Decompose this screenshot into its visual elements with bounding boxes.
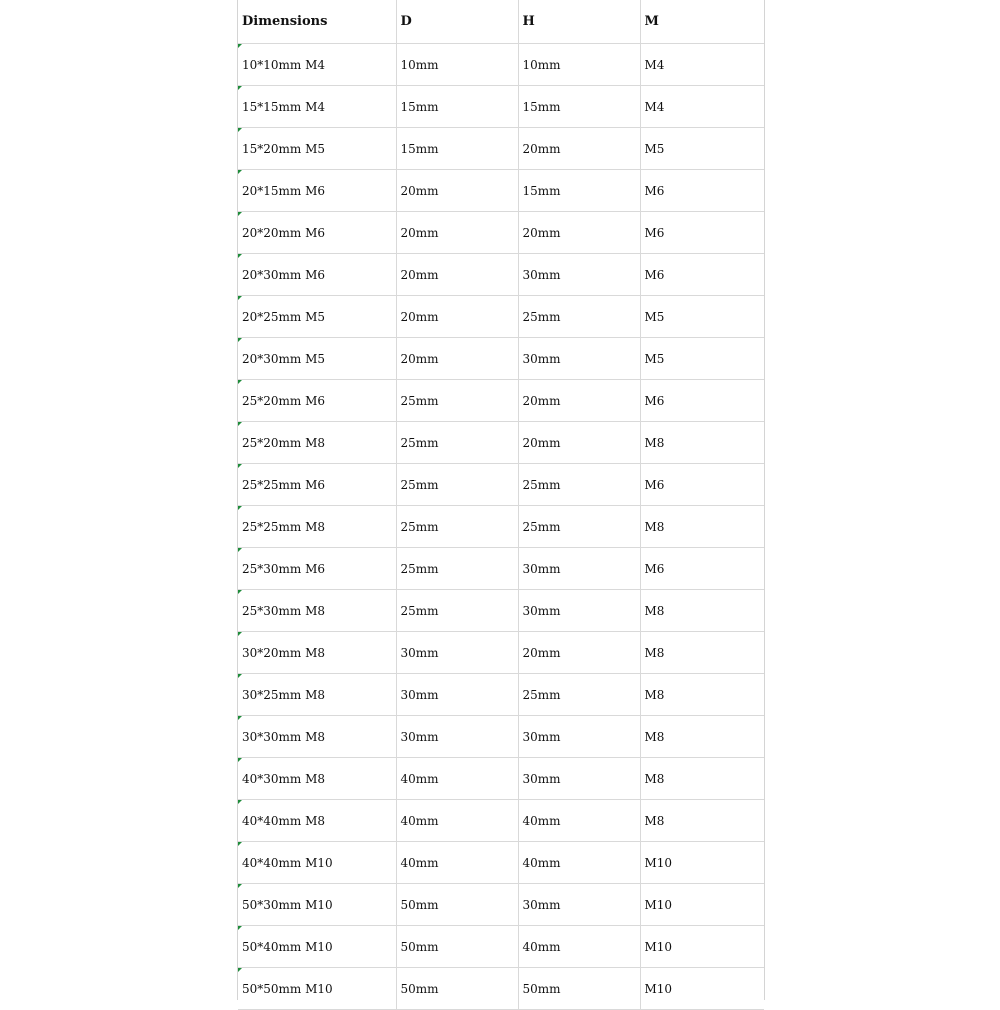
- cell-dimensions[interactable]: 15*20mm M5: [238, 128, 396, 170]
- cell-m[interactable]: M8: [640, 800, 764, 842]
- table-body: [238, 44, 764, 1010]
- cell-d[interactable]: 20mm: [396, 338, 518, 380]
- cell-h[interactable]: 30mm: [518, 884, 640, 926]
- cell-dimensions[interactable]: 20*30mm M6: [238, 254, 396, 296]
- cell-dimensions[interactable]: 40*40mm M8: [238, 800, 396, 842]
- cell-d[interactable]: 20mm: [396, 296, 518, 338]
- cell-h[interactable]: 15mm: [518, 86, 640, 128]
- cell-m[interactable]: M8: [640, 716, 764, 758]
- cell-dimensions[interactable]: 50*30mm M10: [238, 884, 396, 926]
- cell-dimensions[interactable]: 30*25mm M8: [238, 674, 396, 716]
- cell-d[interactable]: 25mm: [396, 506, 518, 548]
- cell-h[interactable]: 30mm: [518, 338, 640, 380]
- table-row: [238, 296, 764, 338]
- cell-d[interactable]: 10mm: [396, 44, 518, 86]
- table-row: [238, 44, 764, 86]
- cell-m[interactable]: M6: [640, 254, 764, 296]
- cell-m[interactable]: M4: [640, 86, 764, 128]
- table-row: [238, 338, 764, 380]
- cell-h[interactable]: 30mm: [518, 590, 640, 632]
- table-row: [238, 926, 764, 968]
- cell-d[interactable]: 15mm: [396, 86, 518, 128]
- cell-h[interactable]: 30mm: [518, 716, 640, 758]
- table-row: [238, 128, 764, 170]
- cell-m[interactable]: M8: [640, 758, 764, 800]
- cell-d[interactable]: 25mm: [396, 548, 518, 590]
- header-h[interactable]: H: [518, 0, 640, 44]
- cell-m[interactable]: M10: [640, 968, 764, 1010]
- cell-dimensions[interactable]: 15*15mm M4: [238, 86, 396, 128]
- cell-d[interactable]: 30mm: [396, 674, 518, 716]
- cell-dimensions[interactable]: 25*30mm M8: [238, 590, 396, 632]
- cell-dimensions[interactable]: 20*20mm M6: [238, 212, 396, 254]
- cell-dimensions[interactable]: 40*40mm M10: [238, 842, 396, 884]
- cell-d[interactable]: 40mm: [396, 800, 518, 842]
- table-row: [238, 884, 764, 926]
- spreadsheet-sheet: [237, 0, 765, 1000]
- cell-m[interactable]: M10: [640, 842, 764, 884]
- table-row: [238, 800, 764, 842]
- header-row: [238, 0, 764, 44]
- table-row: [238, 968, 764, 1010]
- table-row: [238, 632, 764, 674]
- cell-d[interactable]: 30mm: [396, 632, 518, 674]
- cell-m[interactable]: M5: [640, 338, 764, 380]
- table-row: [238, 86, 764, 128]
- cell-h[interactable]: 15mm: [518, 170, 640, 212]
- cell-h[interactable]: 20mm: [518, 422, 640, 464]
- cell-m[interactable]: M8: [640, 506, 764, 548]
- cell-d[interactable]: 20mm: [396, 254, 518, 296]
- cell-m[interactable]: M8: [640, 674, 764, 716]
- cell-d[interactable]: 25mm: [396, 464, 518, 506]
- cell-m[interactable]: M8: [640, 590, 764, 632]
- header-m[interactable]: M: [640, 0, 764, 44]
- cell-m[interactable]: M6: [640, 464, 764, 506]
- table-row: [238, 842, 764, 884]
- cell-m[interactable]: M5: [640, 296, 764, 338]
- cell-h[interactable]: 30mm: [518, 548, 640, 590]
- cell-dimensions[interactable]: 25*20mm M8: [238, 422, 396, 464]
- cell-m[interactable]: M6: [640, 548, 764, 590]
- cell-dimensions[interactable]: 30*20mm M8: [238, 632, 396, 674]
- cell-d[interactable]: 20mm: [396, 212, 518, 254]
- cell-dimensions[interactable]: 25*30mm M6: [238, 548, 396, 590]
- header-d[interactable]: D: [396, 0, 518, 44]
- cell-m[interactable]: M6: [640, 170, 764, 212]
- cell-d[interactable]: 25mm: [396, 380, 518, 422]
- cell-d[interactable]: 40mm: [396, 842, 518, 884]
- cell-dimensions[interactable]: 25*20mm M6: [238, 380, 396, 422]
- table-header: [238, 0, 764, 44]
- cell-d[interactable]: 50mm: [396, 968, 518, 1010]
- cell-h[interactable]: 20mm: [518, 632, 640, 674]
- table-row: [238, 590, 764, 632]
- cell-h[interactable]: 25mm: [518, 674, 640, 716]
- cell-dimensions[interactable]: 25*25mm M8: [238, 506, 396, 548]
- table-row: [238, 212, 764, 254]
- cell-h[interactable]: 50mm: [518, 968, 640, 1010]
- cell-h[interactable]: 25mm: [518, 464, 640, 506]
- cell-d[interactable]: 50mm: [396, 926, 518, 968]
- cell-dimensions[interactable]: 40*30mm M8: [238, 758, 396, 800]
- cell-h[interactable]: 40mm: [518, 926, 640, 968]
- cell-d[interactable]: 30mm: [396, 716, 518, 758]
- table-row: [238, 716, 764, 758]
- cell-m[interactable]: M5: [640, 128, 764, 170]
- table-row: [238, 758, 764, 800]
- cell-m[interactable]: M10: [640, 884, 764, 926]
- cell-d[interactable]: 25mm: [396, 590, 518, 632]
- cell-m[interactable]: M8: [640, 632, 764, 674]
- cell-m[interactable]: M10: [640, 926, 764, 968]
- cell-m[interactable]: M8: [640, 422, 764, 464]
- header-dimensions[interactable]: Dimensions: [238, 0, 396, 44]
- table-row: [238, 254, 764, 296]
- cell-d[interactable]: 25mm: [396, 422, 518, 464]
- cell-d[interactable]: 50mm: [396, 884, 518, 926]
- cell-d[interactable]: 15mm: [396, 128, 518, 170]
- cell-m[interactable]: M4: [640, 44, 764, 86]
- cell-m[interactable]: M6: [640, 380, 764, 422]
- table-row: [238, 548, 764, 590]
- cell-m[interactable]: M6: [640, 212, 764, 254]
- cell-dimensions[interactable]: 20*30mm M5: [238, 338, 396, 380]
- cell-h[interactable]: 25mm: [518, 506, 640, 548]
- cell-dimensions[interactable]: 20*15mm M6: [238, 170, 396, 212]
- cell-dimensions[interactable]: 50*50mm M10: [238, 968, 396, 1010]
- cell-d[interactable]: 40mm: [396, 758, 518, 800]
- table-row: [238, 674, 764, 716]
- cell-h[interactable]: 20mm: [518, 212, 640, 254]
- cell-d[interactable]: 20mm: [396, 170, 518, 212]
- table-row: [238, 170, 764, 212]
- dimensions-table: [238, 0, 764, 1010]
- table-row: [238, 422, 764, 464]
- cell-h[interactable]: 20mm: [518, 380, 640, 422]
- cell-h[interactable]: 10mm: [518, 44, 640, 86]
- cell-h[interactable]: 25mm: [518, 296, 640, 338]
- cell-dimensions[interactable]: 50*40mm M10: [238, 926, 396, 968]
- table-row: [238, 506, 764, 548]
- table-row: [238, 380, 764, 422]
- cell-dimensions[interactable]: 25*25mm M6: [238, 464, 396, 506]
- cell-h[interactable]: 20mm: [518, 128, 640, 170]
- cell-h[interactable]: 40mm: [518, 800, 640, 842]
- cell-dimensions[interactable]: 10*10mm M4: [238, 44, 396, 86]
- cell-dimensions[interactable]: 30*30mm M8: [238, 716, 396, 758]
- cell-h[interactable]: 40mm: [518, 842, 640, 884]
- cell-dimensions[interactable]: 20*25mm M5: [238, 296, 396, 338]
- cell-h[interactable]: 30mm: [518, 254, 640, 296]
- table-row: [238, 464, 764, 506]
- cell-h[interactable]: 30mm: [518, 758, 640, 800]
